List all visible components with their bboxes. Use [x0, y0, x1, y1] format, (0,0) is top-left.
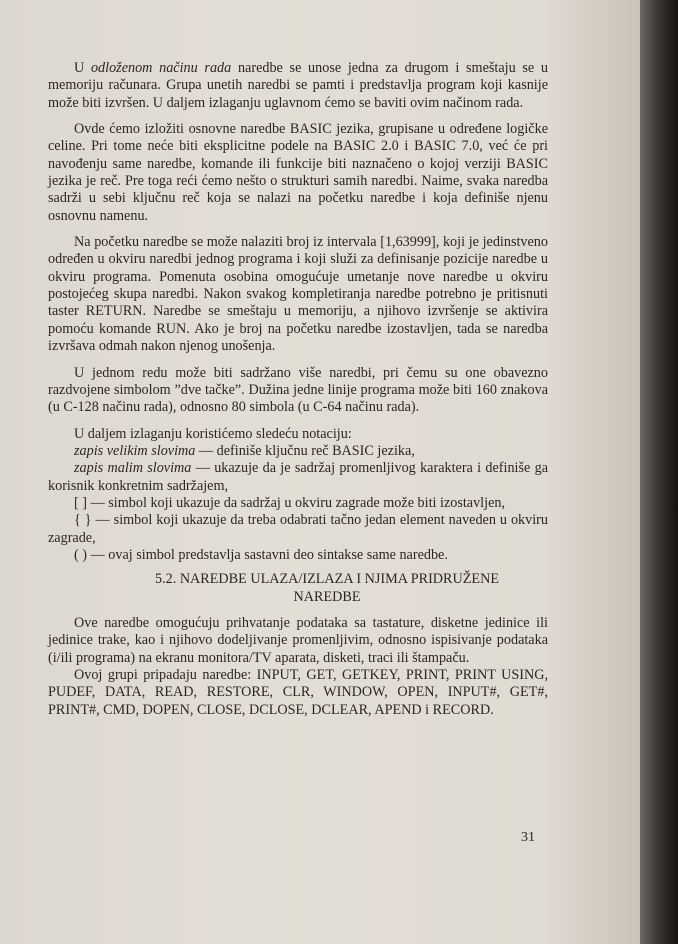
emphasis-text: zapis velikim slovima [74, 442, 196, 459]
notation-parentheses: ( ) — ovaj simbol predstavlja sastavni deo sintakse same naredbe. [74, 546, 448, 563]
heading-line: 5.2. NAREDBE ULAZA/IZLAZA I NJIMA PRIDRUŽENE [154, 571, 500, 588]
notation-square-brackets: [ ] — simbol koji ukazuje da sadržaj u okviru zagrade može biti izostavljen, [74, 494, 506, 511]
notation-uppercase [48, 443, 548, 460]
paragraph-io-description: Ove naredbe omogućuju prihvatanje podataka sa tastature, disketne jedinice ili jedinice trake, kao i njihovo dodeljivanje promenljivim, odnosno ispisivanje podataka (i/ili programa) na ekranu monitora/TV aparata, disketi, traci ili štampaču. [48, 614, 548, 666]
paragraph-deferred-mode [48, 60, 548, 112]
paragraph-basic-overview: Ovde ćemo izložiti osnovne naredbe BASIC jezika, grupisane u određene logičke celine. Pri tome neće biti eksplicitne podele na BASIC 2.0 i BASIC 7.0, već će pri navođenju same naredbe, komande ili funkcije biti naznačeno o kojoj verziji BASIC jezika je reč. Pre toga reći ćemo nešto o strukturi samih naredbi. Naime, svaka naredba sadrži u sebi ključnu reč koja se nalazi na početku naredbe i koja definiše njenu osnovnu namenu. [48, 121, 548, 224]
heading-line: NAREDBE [293, 588, 361, 605]
emphasis-text: zapis malim slovima [74, 460, 192, 477]
text-run: naredbe se unose jedna za drugom i smeštaju se u memoriju računara. Grupa unetih naredbi se pamti i predstavlja program koji kasnije može biti izvršen. U daljem izlaganju uglavnom ćemo se baviti ovim načinom rada. [48, 60, 548, 111]
book-spine-shadow [640, 0, 678, 944]
paragraph-notation-intro: U daljem izlaganju koristićemo sledeću notaciju: [74, 425, 352, 442]
page-number: 31 [521, 830, 535, 845]
text-run: — ukazuje da je sadržaj promenljivog karaktera i definiše ga korisnik konkretnim sadržajem, [48, 460, 548, 494]
emphasis-text: odloženom načinu rada [90, 60, 232, 76]
paragraph-multiple-statements: U jednom redu može biti sadržano više naredbi, pri čemu su one obavezno razdvojene simbolom ”dve tačke”. Dužina jedne linije programa može biti 160 znakova (u C-128 načinu rada), odnosno 80 simbola (u C-64 načinu rada). [48, 364, 548, 416]
notation-curly-braces: { } — simbol koji ukazuje da treba odabrati tačno jedan element naveden u okviru zagrade, [48, 512, 548, 546]
text-run: U [74, 60, 91, 76]
text-run: — definiše ključnu reč BASIC jezika, [195, 442, 415, 459]
paragraph-io-statement-list: Ovoj grupi pripadaju naredbe: INPUT, GET, GETKEY, PRINT, PRINT USING, PUDEF, DATA, READ, RESTORE, CLR, WINDOW, OPEN, INPUT#, GET#, PRINT#, CMD, DOPEN, CLOSE, DCLOSE, DCLEAR, APEND i RECORD. [48, 667, 548, 718]
body-text [48, 60, 548, 719]
paragraph-line-numbers: Na početku naredbe se može nalaziti broj iz intervala [1,63999], koji je jedinstveno određen u okviru naredbi jednog programa i koji služi za definisanje pozicije naredbe u okviru programa. Pomenuta osobina omogućuje umetanje nove naredbe u okviru postojećeg skupa naredbi. Nakon svakog kompletiranja naredbe potrebno je pritisnuti taster RETURN. Naredbe se smeštaju u memoriju, a njihovo izvršenje se aktivira pomoću komande RUN. Ako je broj na početku naredbe izostavljen, tada se naredba izvršava odmah nakon njenog unošenja. [48, 234, 548, 355]
section-heading [48, 571, 548, 606]
notation-list [48, 426, 548, 565]
notation-lowercase [48, 460, 548, 495]
